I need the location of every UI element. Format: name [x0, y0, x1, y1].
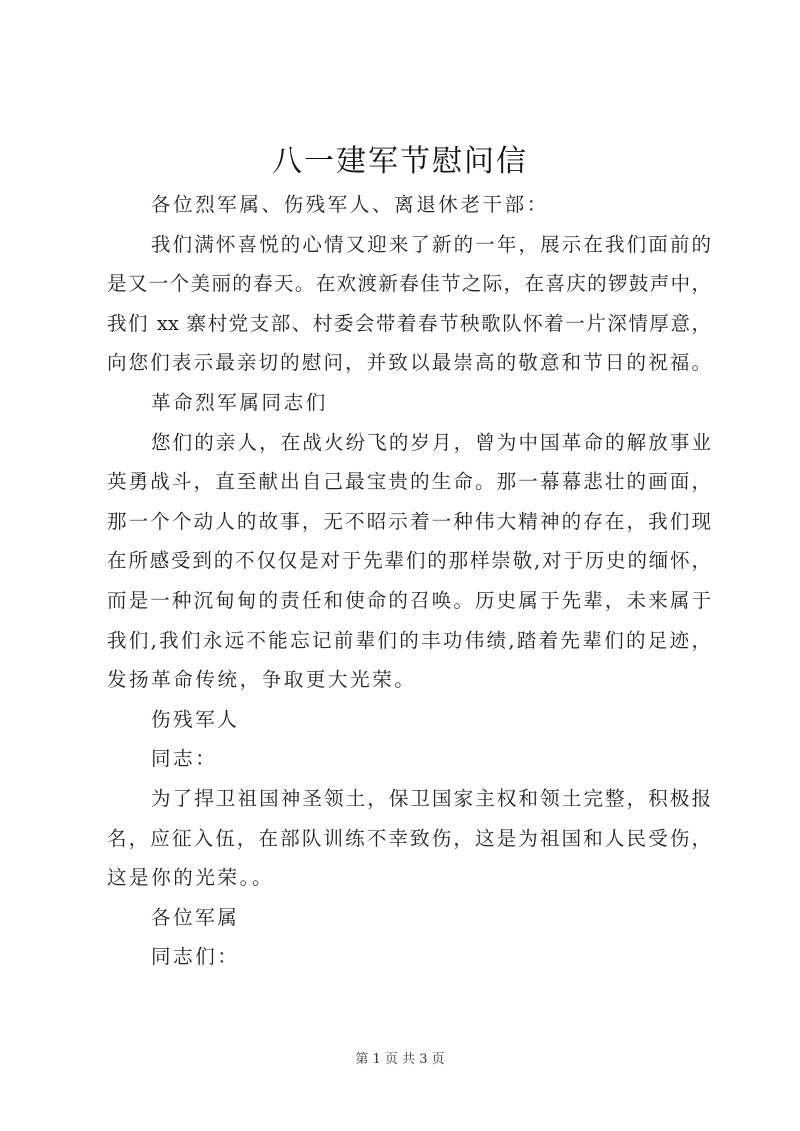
salutation: 各位烈军属、伤残军人、离退休老干部： — [151, 193, 549, 216]
paragraph-line: 我们满怀喜悦的心情又迎来了新的一年，展示在我们面前的 — [151, 232, 711, 256]
paragraph-line: 这是你的光荣。。 — [107, 866, 275, 890]
section-heading: 同志们： — [151, 945, 240, 969]
paragraph-line: 发扬革命传统，争取更大光荣。 — [107, 668, 417, 692]
section-heading: 同志： — [151, 747, 218, 771]
paragraph-line: 那一个个动人的故事，无不昭示着一种伟大精神的存在，我们现 — [107, 509, 711, 533]
paragraph-line: 英勇战斗，直至献出自己最宝贵的生命。那一幕幕悲壮的画面， — [107, 470, 711, 494]
paragraph-line: 而是一种沉甸甸的责任和使命的召唤。历史属于先辈，未来属于 — [107, 588, 711, 612]
document-title: 八一建军节慰问信 — [272, 144, 528, 179]
paragraph-line: 名，应征入伍，在部队训练不幸致伤，这是为祖国和人民受伤， — [107, 826, 711, 850]
section-heading: 伤残军人 — [151, 707, 240, 731]
letter-body — [107, 185, 711, 977]
section-heading: 各位军属 — [151, 905, 240, 929]
paragraph-line: 您们的亲人，在战火纷飞的岁月，曾为中国革命的解放事业 — [151, 430, 711, 454]
paragraph-line: 我们 xx 寨村党支部、村委会带着春节秧歌队怀着一片深情厚意， — [107, 311, 711, 335]
paragraph-line: 是又一个美丽的春天。在欢渡新春佳节之际，在喜庆的锣鼓声中， — [107, 272, 711, 296]
paragraph-line: 我们,我们永远不能忘记前辈们的丰功伟绩,踏着先辈们的足迹， — [107, 628, 711, 652]
page-number-footer: 第 1 页 共 3 页 — [355, 1052, 445, 1067]
paragraph-line: 向您们表示最亲切的慰问，并致以最崇高的敬意和节日的祝福。 — [107, 351, 711, 375]
section-heading: 革命烈军属同志们 — [151, 390, 328, 414]
paragraph-line: 为了捍卫祖国神圣领土，保卫国家主权和领土完整，积极报 — [151, 786, 711, 810]
paragraph-line: 在所感受到的不仅仅是对于先辈们的那样崇敬,对于历史的缅怀， — [107, 549, 711, 573]
